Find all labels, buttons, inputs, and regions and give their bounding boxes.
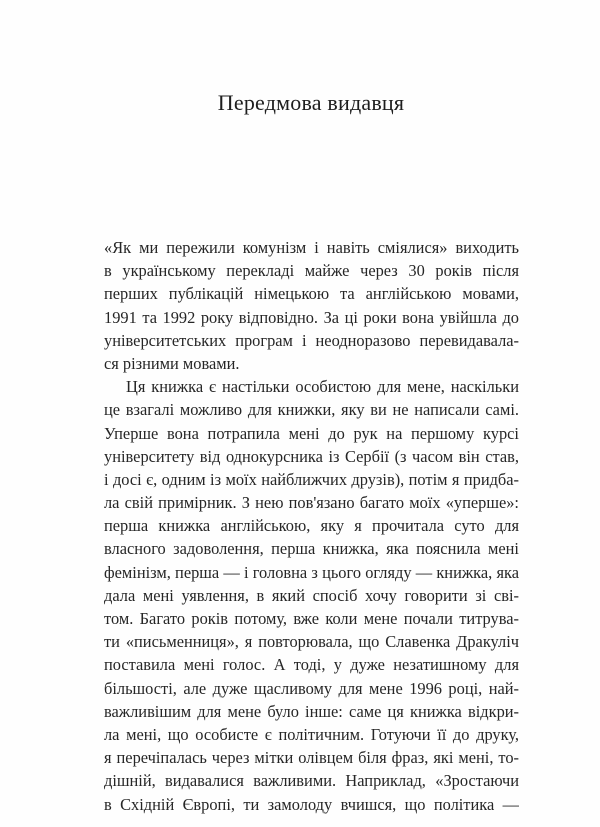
text-line: в Східній Європі, ти замолоду вчишся, що політика — [104, 794, 519, 814]
text-line: це взагалі можливо для книжки, яку ви не написали самі. [104, 400, 519, 420]
text-line: «Як ми пережили комунізм і навіть сміялися» виходить [104, 238, 519, 257]
text-line: Ця книжка є настільки особистою для мене, наскільки [126, 377, 519, 397]
text-line: перших публікацій німецькою та англійською мовами, [104, 284, 519, 304]
text-line: важливішим для мене було інше: саме ця книжка відкри- [104, 701, 519, 721]
text-line: ла мені, що особисте є політичним. Готуючи її до друку, [104, 724, 519, 744]
paragraph-2 [104, 375, 519, 816]
text-line: дала мені уявлення, в який спосіб хочу говорити зі сві- [104, 585, 519, 605]
text-line: ти «письменниця», я повторювала, що Славенка Дракуліч [104, 632, 519, 652]
text-line: 1991 та 1992 року відповідно. За ці роки вона увійшла до [104, 307, 519, 327]
text-line: том. Багато років потому, вже коли мене почали титрува- [104, 609, 519, 628]
paragraph-1 [104, 236, 519, 375]
page-title: Передмова видавця [217, 90, 405, 115]
text-line: дішній, видавалися важливими. Наприклад, «Зростаючи [104, 771, 519, 791]
text-line: я перечіпалась через мітки олівцем біля фраз, які мені, то- [104, 748, 519, 768]
text-line: поставила мені голос. А тоді, у дуже незатишному для [104, 655, 519, 675]
text-line: і досі є, одним із моїх найближчих друзів), потім я придба- [104, 469, 519, 489]
text-line: в українському перекладі майже через 30 років після [104, 261, 519, 281]
text-line: Уперше вона потрапила мені до рук на першому курсі [104, 423, 519, 443]
body-text [104, 236, 519, 816]
text-line: перша книжка англійською, яку я прочитала суто для [104, 516, 519, 536]
text-line: університету від однокурсника із Сербії (з часом він став, [104, 446, 519, 466]
text-line: ся різними мовами. [104, 353, 240, 373]
text-line: фемінізм, перша — і головна з цього огляду — книжка, яка [104, 562, 519, 582]
text-line: університетських програм і неодноразово перевидавала- [104, 330, 519, 350]
text-line: власного задоволення, перша книжка, яка пояснила мені [104, 539, 519, 559]
text-line: ла свій примірник. З нею пов'язано багато моїх «уперше»: [104, 493, 519, 513]
text-line: більшості, але дуже щасливому для мене 1996 році, най- [104, 678, 519, 698]
